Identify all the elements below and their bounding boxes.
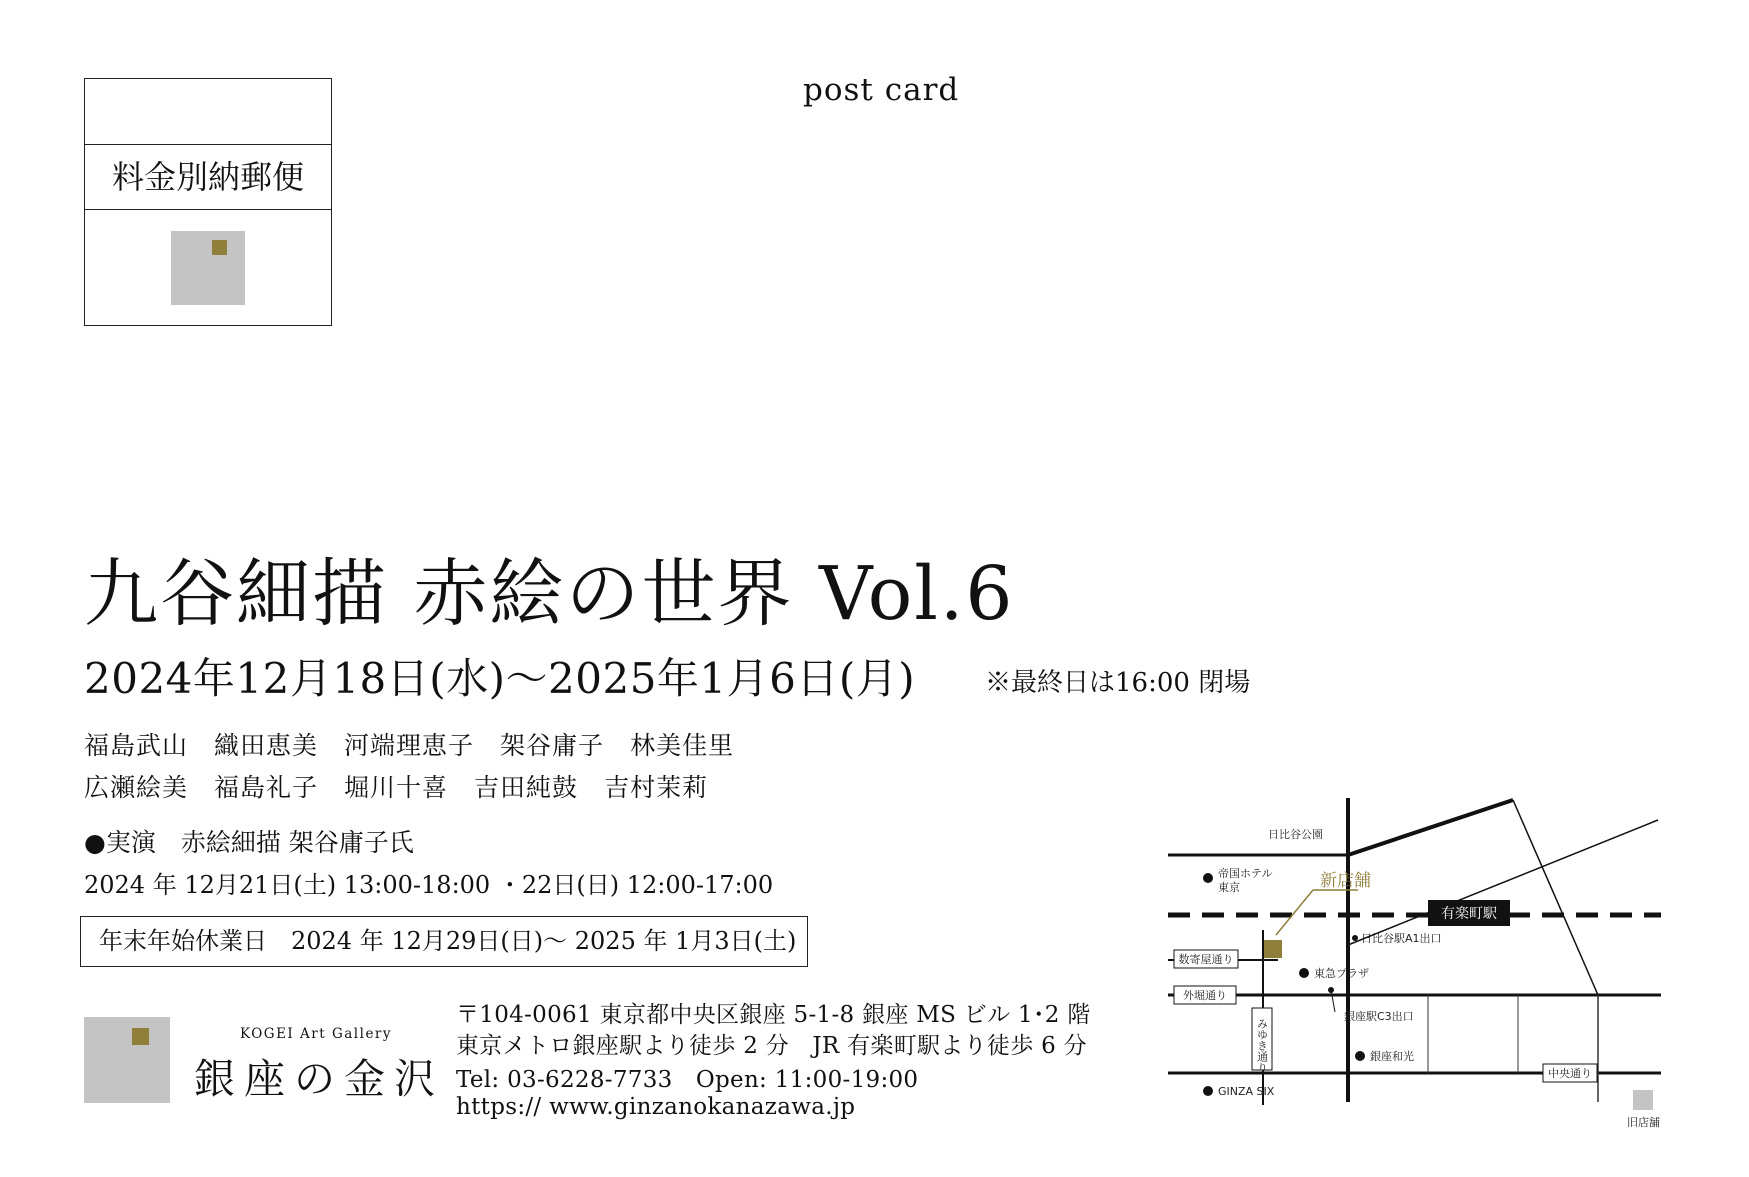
artist-name: 架谷庸子 [500, 731, 605, 760]
stamp-box-label: 料金別納郵便 [85, 145, 331, 210]
ginza-six-marker [1203, 1086, 1213, 1096]
miyuki-dori-label: みゆき通り [1255, 1018, 1269, 1073]
ginza-six-label: GINZA SIX [1218, 1085, 1275, 1098]
ginza-c3-marker [1328, 987, 1334, 993]
exhibition-title: 九谷細描 赤絵の世界 Vol.6 [84, 551, 1015, 637]
gallery-address: 〒104-0061 東京都中央区銀座 5-1-8 銀座 MS ビル 1･2 階 [456, 1002, 1091, 1028]
hibiya-exit-marker [1352, 935, 1358, 941]
gallery-name: 銀座の金沢 [194, 1055, 444, 1103]
artist-name: 堀川十喜 [344, 773, 449, 802]
gallery-url[interactable]: https:// www.ginzanokanazawa.jp [456, 1094, 856, 1120]
imperial-hotel-marker [1203, 873, 1213, 883]
hibiya-exit-label: 日比谷駅A1出口 [1361, 932, 1442, 945]
artist-name: 吉村茉莉 [604, 773, 709, 802]
tokyu-plaza-label: 東急プラザ [1314, 967, 1369, 980]
hibiya-park-label: 日比谷公園 [1268, 828, 1323, 841]
new-store-label: 新店舗 [1320, 871, 1371, 891]
imperial-hotel-label-1: 帝国ホテル [1218, 867, 1273, 880]
wako-marker [1355, 1051, 1365, 1061]
artists-row-2 [84, 768, 734, 804]
artists-row-1 [84, 726, 760, 762]
last-day-note: ※最終日は16:00 閉場 [985, 668, 1251, 698]
artist-name: 広瀬絵美 [84, 773, 189, 802]
stamp-box-empty-row [85, 79, 331, 145]
yurakucho-station-label: 有楽町駅 [1441, 906, 1497, 922]
holiday-notice-box: 年末年始休業日 2024 年 12月29日(日)～ 2025 年 1月3日(土) [80, 916, 808, 967]
sotobori-dori-label: 外堀通り [1183, 989, 1227, 1002]
gallery-access: 東京メトロ銀座駅より徒歩 2 分 JR 有楽町駅より徒歩 6 分 [456, 1033, 1087, 1059]
ginza-c3-exit-label: 銀座駅C3出口 [1344, 1010, 1414, 1023]
sukiyabashi-dori-label: 数寄屋通り [1178, 953, 1234, 966]
access-map [1168, 790, 1668, 1130]
gallery-logo-icon [84, 1017, 170, 1103]
demonstration-title: ●実演 赤絵細描 架谷庸子氏 [84, 828, 414, 857]
gallery-tel-open: Tel: 03-6228-7733 Open: 11:00-19:00 [456, 1067, 919, 1093]
artist-name: 河端理恵子 [344, 731, 475, 760]
artist-name: 織田恵美 [214, 731, 319, 760]
artist-name: 林美佳里 [630, 731, 735, 760]
gallery-subtitle: KOGEI Art Gallery [240, 1026, 393, 1042]
ginza-c3-pointer [1331, 990, 1335, 1012]
map-road [1513, 800, 1598, 995]
post-card-heading: post card [803, 72, 960, 108]
demonstration-times: 2024 年 12月21日(土) 13:00-18:00 ・22日(日) 12:00-17:00 [84, 871, 774, 899]
chuo-dori-label: 中央通り [1548, 1067, 1592, 1080]
map-road [1348, 800, 1513, 855]
imperial-hotel-label-2: 東京 [1218, 881, 1240, 894]
old-store-label: 旧店舗 [1627, 1116, 1660, 1129]
artist-name: 福島武山 [84, 731, 189, 760]
artist-name: 福島礼子 [214, 773, 319, 802]
tokyu-plaza-marker [1299, 968, 1309, 978]
stamp-logo-icon [171, 231, 245, 305]
new-store-marker [1264, 940, 1282, 958]
exhibition-dates: 2024年12月18日(水)～2025年1月6日(月) [84, 654, 916, 703]
postage-stamp-box [84, 78, 332, 326]
wako-label: 銀座和光 [1370, 1050, 1414, 1063]
artist-name: 吉田純鼓 [474, 773, 579, 802]
old-store-marker [1633, 1090, 1653, 1110]
